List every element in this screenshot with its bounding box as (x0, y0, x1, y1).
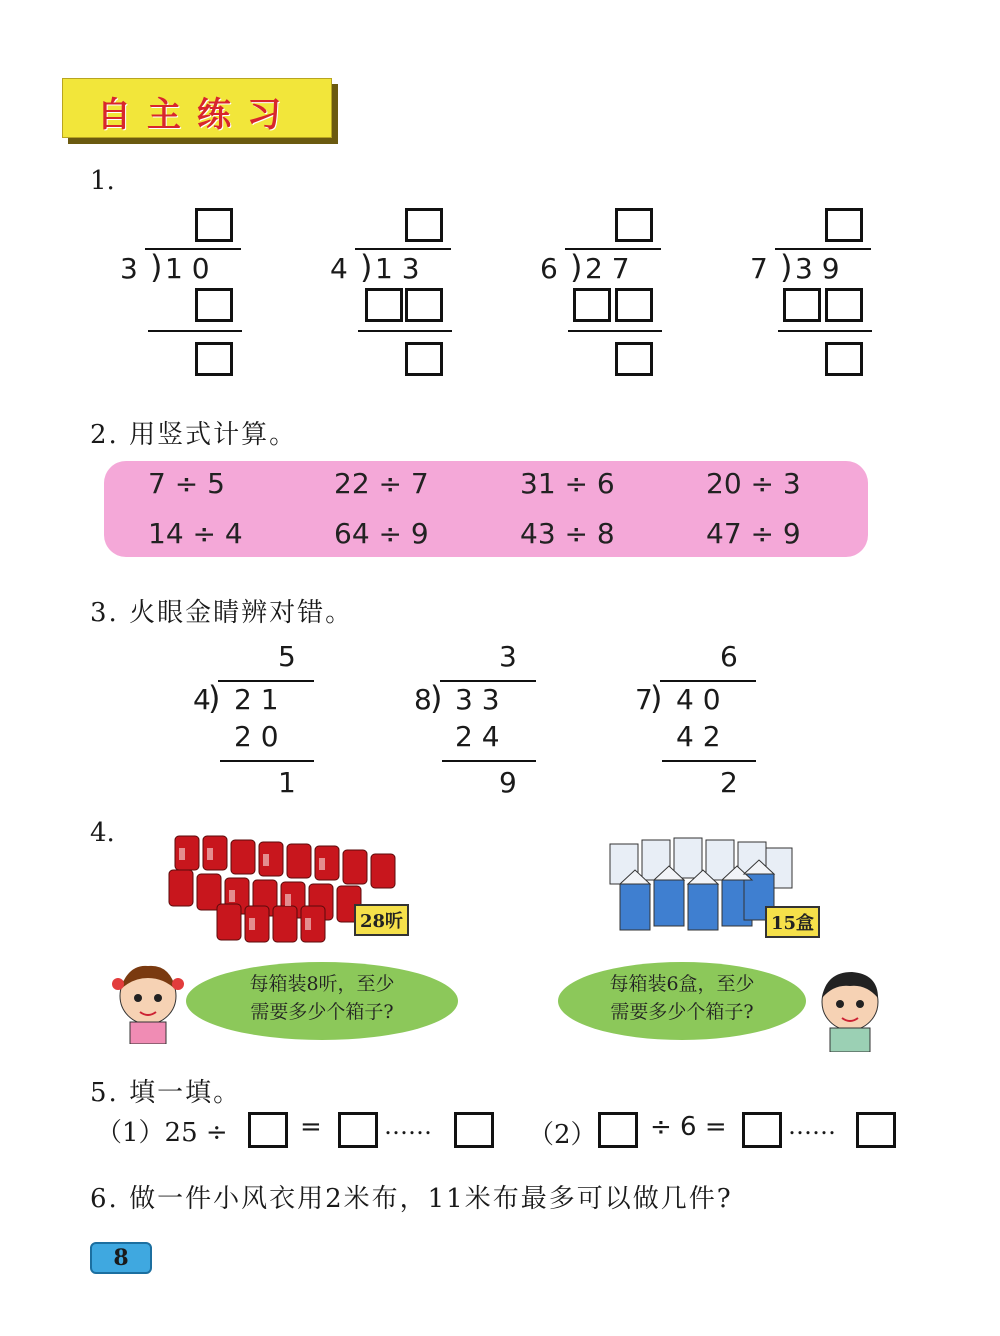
divisor: 3 (120, 252, 138, 285)
answer-box[interactable] (825, 342, 863, 376)
q5-part2-label: （2） (528, 1120, 597, 1150)
expression: 20 ÷ 3 (706, 467, 801, 500)
q4-number: 4. (90, 818, 115, 848)
can-count-tag: 28听 (354, 904, 409, 936)
answer-box[interactable] (405, 208, 443, 242)
subtraction-line (778, 330, 872, 332)
dividend: 4 0 (676, 683, 721, 716)
boy-character (812, 966, 888, 1052)
expression: 22 ÷ 7 (334, 467, 429, 500)
subtraction-line (220, 760, 314, 762)
quotient: 6 (720, 640, 738, 673)
subtraction-line (568, 330, 662, 332)
division-bracket: ) (650, 679, 663, 717)
fill-box-quotient[interactable] (338, 1112, 378, 1148)
speech-bubble-left (186, 962, 458, 1040)
bubble-line: 需要多少个箱子? (250, 1001, 394, 1023)
answer-box[interactable] (573, 288, 611, 322)
remainder: 1 (278, 766, 296, 799)
divide-by-six: ÷ 6 = (650, 1112, 727, 1142)
divisor: 7 (635, 683, 653, 716)
answer-box[interactable] (783, 288, 821, 322)
dividend: 2 7 (585, 252, 630, 285)
answer-box[interactable] (615, 208, 653, 242)
bubble-line: 每箱装6盒，至少 (609, 973, 755, 995)
division-bracket: ) (208, 679, 221, 717)
remainder: 2 (720, 766, 738, 799)
fill-box-remainder[interactable] (856, 1112, 896, 1148)
divisor: 6 (540, 252, 558, 285)
product: 4 2 (676, 720, 721, 753)
page-number: 8 (90, 1242, 152, 1274)
fill-box-quotient[interactable] (742, 1112, 782, 1148)
quotient: 3 (499, 640, 517, 673)
q2-title: 2. 用竖式计算。 (90, 420, 298, 450)
answer-box[interactable] (195, 208, 233, 242)
q6-title: 6. 做一件小风衣用2米布，11米布最多可以做几件? (90, 1184, 733, 1214)
division-bar (440, 680, 536, 682)
girl-character (108, 960, 186, 1044)
answer-box[interactable] (615, 288, 653, 322)
dividend: 1 3 (375, 252, 420, 285)
division-bracket: ) (360, 248, 373, 286)
expression: 7 ÷ 5 (148, 467, 225, 500)
remainder-dots: …… (788, 1112, 836, 1140)
equals-sign: = (300, 1112, 322, 1142)
section-banner (62, 78, 332, 138)
expression: 31 ÷ 6 (520, 467, 615, 500)
answer-box[interactable] (825, 208, 863, 242)
dividend: 3 3 (455, 683, 500, 716)
answer-box[interactable] (405, 288, 443, 322)
answer-box[interactable] (405, 342, 443, 376)
division-bracket: ) (150, 248, 163, 286)
fill-box-dividend[interactable] (598, 1112, 638, 1148)
expression: 14 ÷ 4 (148, 517, 243, 550)
quotient: 5 (278, 640, 296, 673)
division-bracket: ) (570, 248, 583, 286)
subtraction-line (662, 760, 756, 762)
product: 2 0 (234, 720, 279, 753)
product: 2 4 (455, 720, 500, 753)
division-bar (660, 680, 756, 682)
dividend: 3 9 (795, 252, 840, 285)
q1-number: 1. (90, 166, 115, 196)
remainder: 9 (499, 766, 517, 799)
q5-part1-label: （1）25 ÷ (96, 1118, 228, 1148)
dividend: 2 1 (234, 683, 279, 716)
bubble-line: 每箱装8听，至少 (249, 973, 395, 995)
division-bracket: ) (430, 679, 443, 717)
divisor: 7 (750, 252, 768, 285)
section-title: 自主练习 (97, 95, 297, 135)
expression: 64 ÷ 9 (334, 517, 429, 550)
expression-panel (104, 461, 868, 557)
expression: 47 ÷ 9 (706, 517, 801, 550)
subtraction-line (358, 330, 452, 332)
fill-box-divisor[interactable] (248, 1112, 288, 1148)
q3-title: 3. 火眼金睛辨对错。 (90, 598, 354, 628)
carton-count-tag: 15盒 (765, 906, 820, 938)
subtraction-line (442, 760, 536, 762)
answer-box[interactable] (195, 342, 233, 376)
division-bar (218, 680, 314, 682)
speech-bubble-right (558, 962, 806, 1040)
divisor: 8 (414, 683, 432, 716)
subtraction-line (148, 330, 242, 332)
q5-title: 5. 填一填。 (90, 1078, 242, 1108)
remainder-dots: …… (384, 1112, 432, 1140)
answer-box[interactable] (195, 288, 233, 322)
divisor: 4 (193, 683, 211, 716)
answer-box[interactable] (825, 288, 863, 322)
answer-box[interactable] (365, 288, 403, 322)
bubble-line: 需要多少个箱子? (610, 1001, 754, 1023)
divisor: 4 (330, 252, 348, 285)
division-bracket: ) (780, 248, 793, 286)
answer-box[interactable] (615, 342, 653, 376)
fill-box-remainder[interactable] (454, 1112, 494, 1148)
expression: 43 ÷ 8 (520, 517, 615, 550)
dividend: 1 0 (165, 252, 210, 285)
